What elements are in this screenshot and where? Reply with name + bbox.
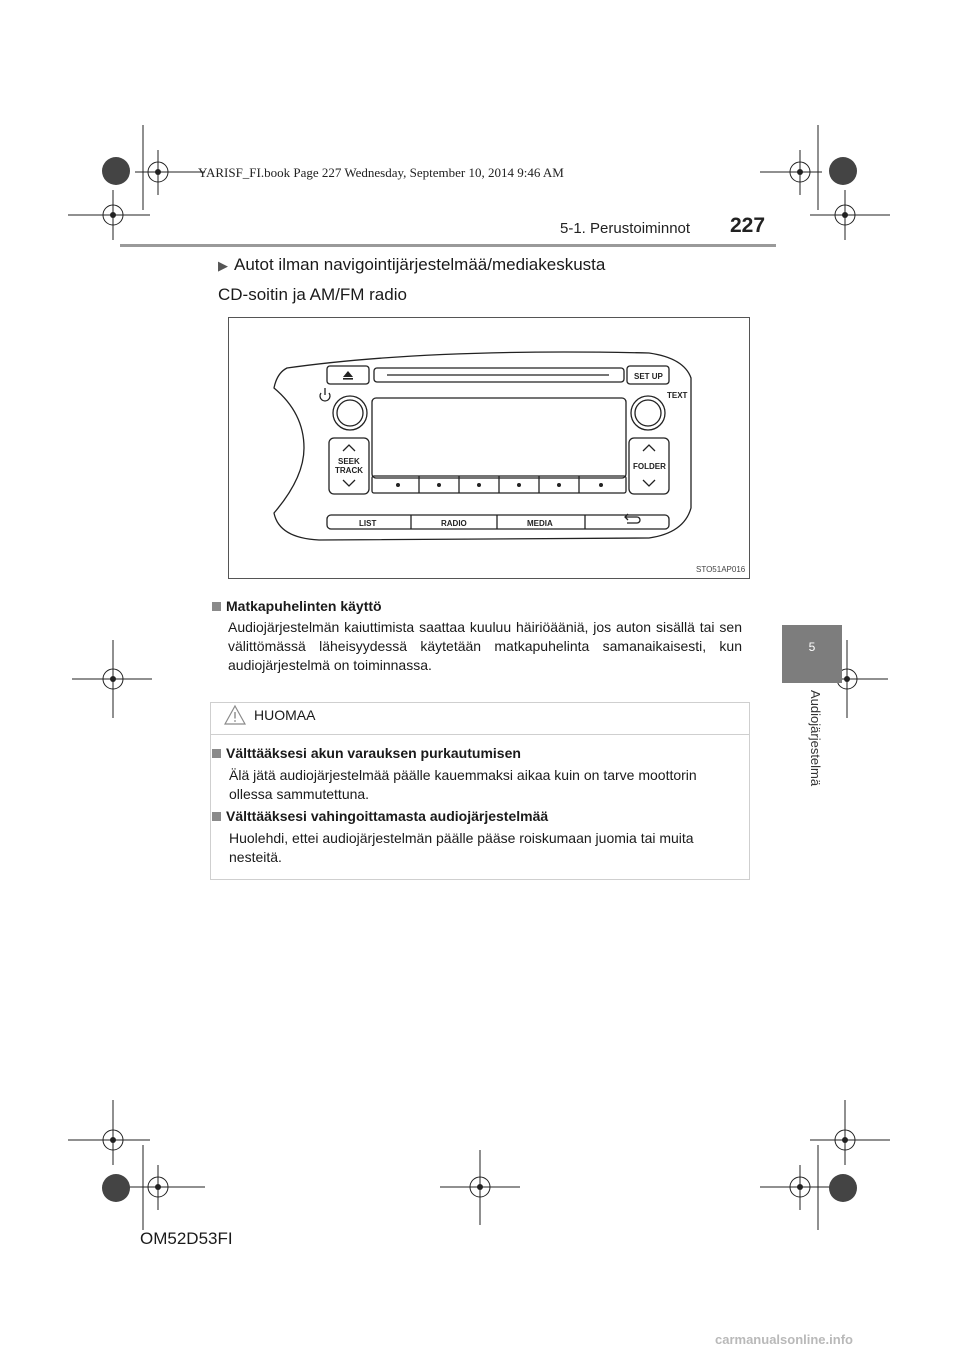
audio-unit-illustration bbox=[229, 318, 749, 578]
document-code: OM52D53FI bbox=[140, 1229, 233, 1248]
folder-label: FOLDER bbox=[633, 462, 666, 471]
warning-item-1-heading bbox=[212, 745, 521, 761]
note-body: Audiojärjestelmän kaiuttimista saattaa kuuluu häiriöääniä, jos auton sisällä tai sen välittömässä läheisyydessä käytetään matkapuhelinta samanaikaisesti, kun audiojärjestelmä on toiminnassa. bbox=[228, 619, 742, 673]
page-number: 227 bbox=[730, 214, 766, 237]
triangle-right-icon: ▶ bbox=[218, 258, 228, 273]
print-stamp: YARISF_FI.book Page 227 Wednesday, September 10, 2014 9:46 AM bbox=[198, 165, 564, 180]
square-bullet-icon bbox=[212, 749, 221, 758]
figure-subtitle: CD-soitin ja AM/FM radio bbox=[218, 285, 407, 304]
figure-code: STO51AP016 bbox=[696, 565, 746, 574]
audio-unit-figure bbox=[228, 317, 750, 579]
lead-text: Autot ilman navigointijärjestelmää/mediakeskusta bbox=[234, 255, 606, 274]
warning-divider bbox=[210, 734, 750, 735]
chapter-label: Audiojärjestelmä bbox=[808, 690, 823, 787]
text-label: TEXT bbox=[667, 391, 688, 400]
note-heading-text: Matkapuhelinten käyttö bbox=[226, 598, 382, 614]
square-bullet-icon bbox=[212, 812, 221, 821]
list-label: LIST bbox=[359, 519, 377, 528]
warning-item-1-body: Älä jätä audiojärjestelmää päälle kauemmaksi aikaa kuin on tarve moottorin ollessa sammutettuna. bbox=[229, 767, 697, 802]
warning-triangle-icon bbox=[224, 704, 246, 726]
header-rule bbox=[120, 244, 776, 247]
track-label: TRACK bbox=[335, 466, 363, 475]
eject-icon bbox=[343, 371, 353, 380]
lead-line bbox=[218, 255, 605, 275]
radio-label: RADIO bbox=[441, 519, 467, 528]
warning-item-2-body: Huolehdi, ettei audiojärjestelmän päälle pääse roiskumaan juomia tai muita nesteitä. bbox=[229, 830, 694, 865]
section-title: 5-1. Perustoiminnot bbox=[560, 220, 691, 237]
square-bullet-icon bbox=[212, 602, 221, 611]
chapter-number: 5 bbox=[808, 640, 816, 654]
warning-item-2-heading-text: Välttääksesi vahingoittamasta audiojärjestelmää bbox=[226, 808, 549, 824]
note-heading bbox=[212, 598, 382, 614]
warning-item-2-heading bbox=[212, 808, 548, 824]
warning-item-1-heading-text: Välttääksesi akun varauksen purkautumisen bbox=[226, 745, 521, 761]
warning-title: HUOMAA bbox=[254, 707, 316, 723]
watermark: carmanualsonline.info bbox=[715, 1332, 853, 1347]
chapter-tab bbox=[782, 625, 842, 683]
seek-label: SEEK bbox=[338, 457, 360, 466]
media-label: MEDIA bbox=[527, 519, 553, 528]
setup-label: SET UP bbox=[634, 372, 663, 381]
